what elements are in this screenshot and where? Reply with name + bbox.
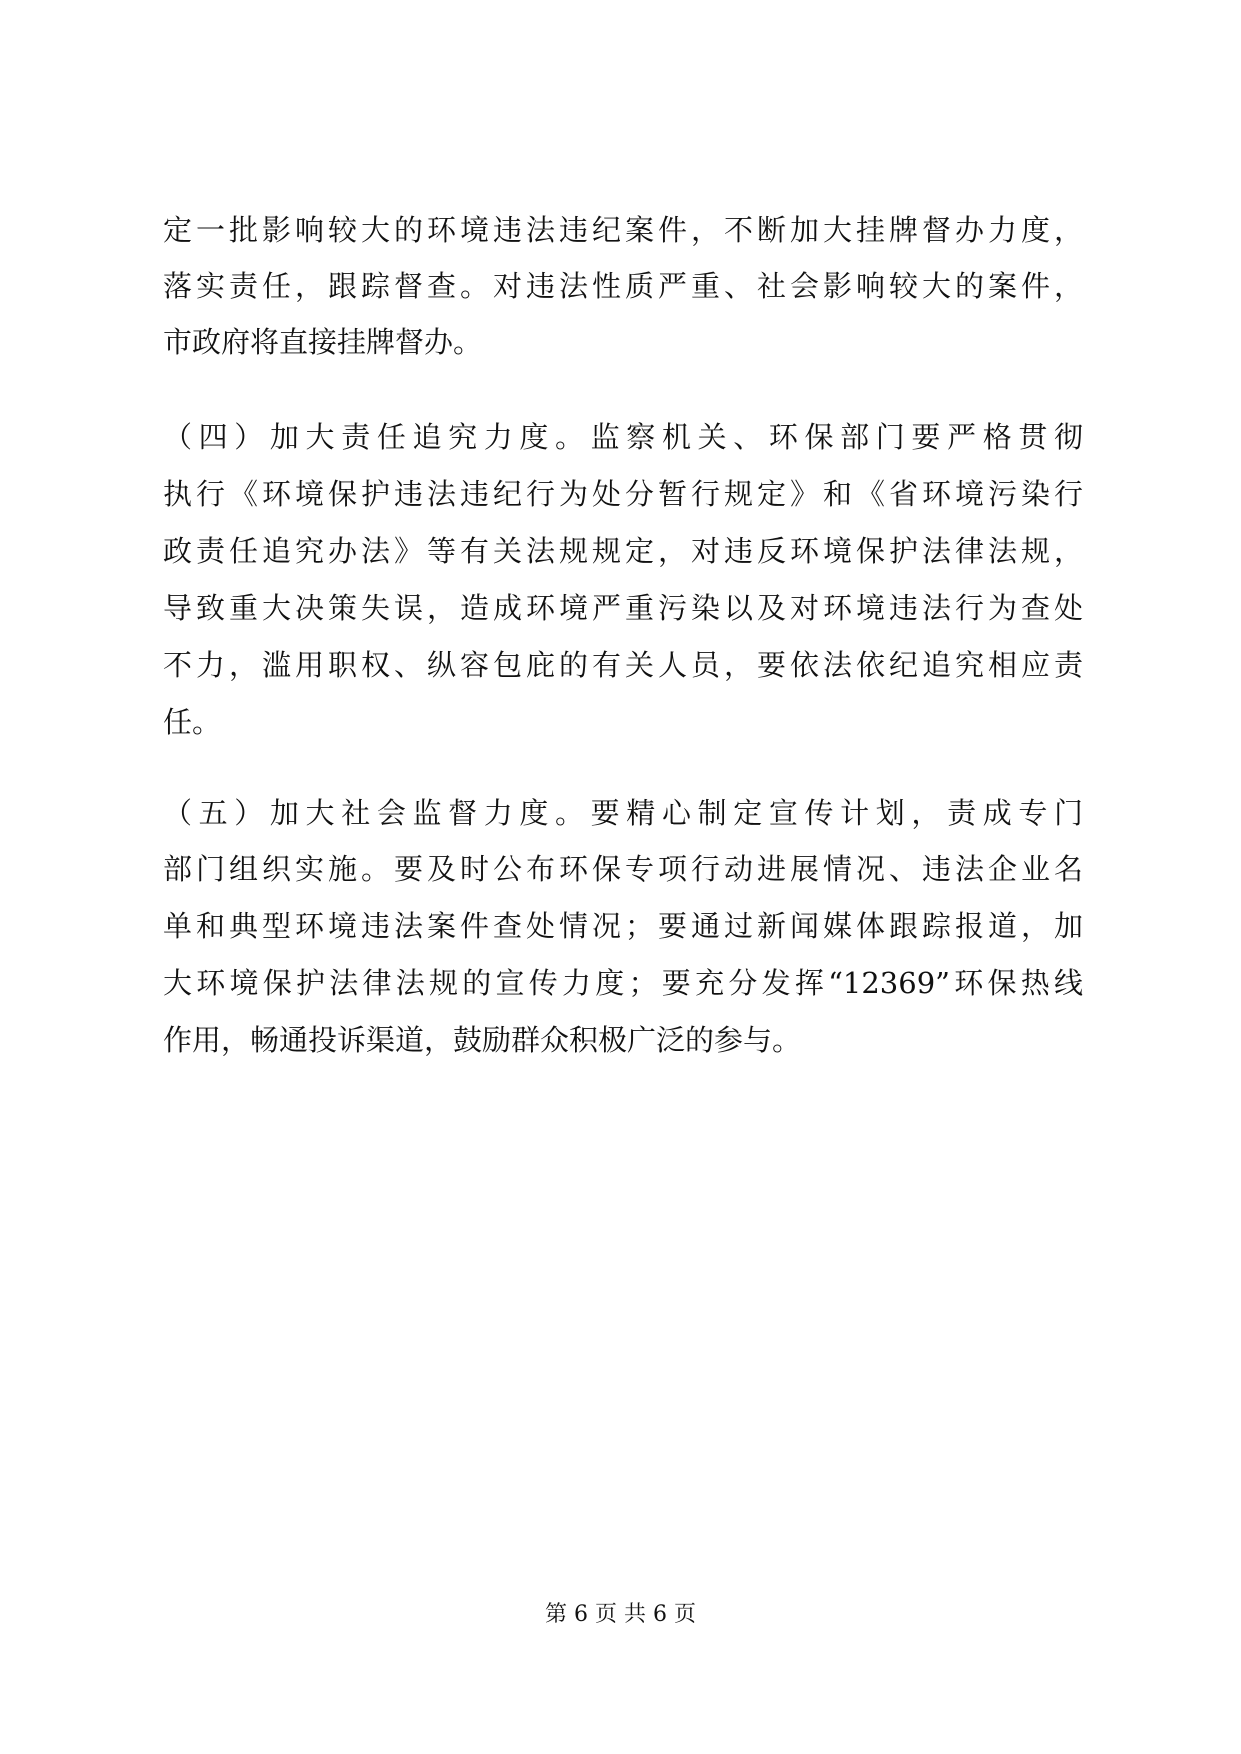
page-number-footer: 第 6 页 共 6 页 <box>545 1602 696 1627</box>
text-line: 落实责任，跟踪督查。对违法性质严重、社会影响较大的案件， <box>163 269 1083 303</box>
text-line: 不力，滥用职权、纵容包庇的有关人员，要依法依纪追究相应责 <box>163 648 1083 682</box>
text-line: 导致重大决策失误，造成环境严重污染以及对环境违法行为查处 <box>163 591 1083 625</box>
text-line: 大环境保护法律法规的宣传力度；要充分发挥“12369”环保热线 <box>163 966 1083 1000</box>
paragraph-first-line: （五）加大社会监督力度。要精心制定宣传计划，责成专门 <box>163 796 1083 830</box>
text-line: 作用，畅通投诉渠道，鼓励群众积极广泛的参与。 <box>163 1023 802 1057</box>
text-line: 任。 <box>163 705 222 739</box>
paragraph-first-line: （四）加大责任追究力度。监察机关、环保部门要严格贯彻 <box>163 420 1083 454</box>
text-line: 市政府将直接挂牌督办。 <box>163 325 483 359</box>
text-line: 定一批影响较大的环境违法违纪案件，不断加大挂牌督办力度， <box>163 213 1083 247</box>
text-line: 执行《环境保护违法违纪行为处分暂行规定》和《省环境污染行 <box>163 477 1083 511</box>
text-line: 单和典型环境违法案件查处情况；要通过新闻媒体跟踪报道，加 <box>163 909 1083 943</box>
text-line: 部门组织实施。要及时公布环保专项行动进展情况、违法企业名 <box>163 852 1083 886</box>
text-line: 政责任追究办法》等有关法规规定，对违反环境保护法律法规， <box>163 534 1083 568</box>
